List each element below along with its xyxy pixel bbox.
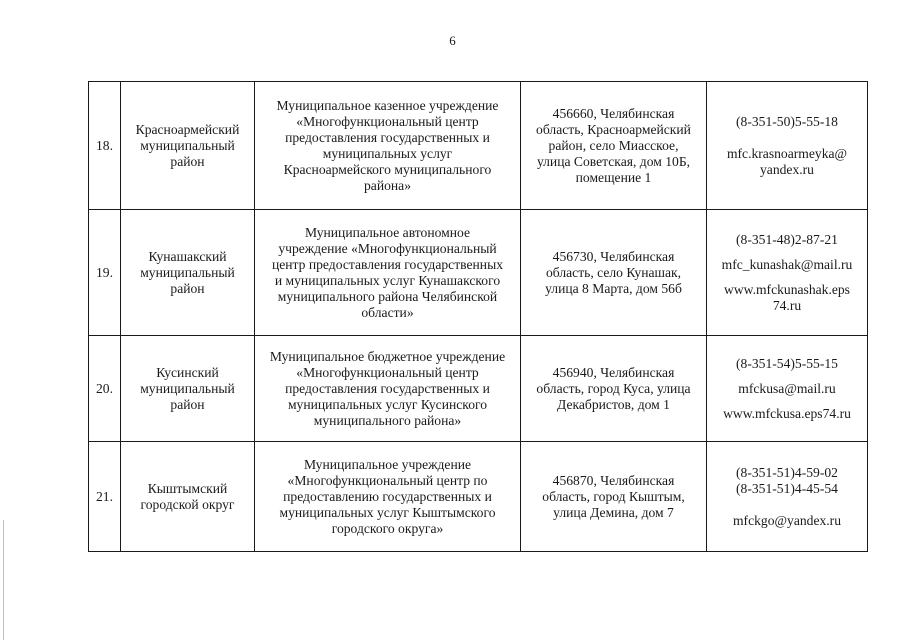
organization-line: учреждение «Многофункциональный [278,240,497,256]
website-address: www.mfckusa.eps74.ru [723,405,851,421]
address-line: помещение 1 [575,169,652,185]
organization-line: Муниципальное автономное [304,224,471,240]
organization-line: Муниципальное казенное учреждение [276,97,499,113]
address-line: улица Советская, дом 10Б, [536,153,691,169]
scan-edge-line [3,520,4,640]
address-line: область, город Кыштым, [542,488,685,504]
address-line: 456660, Челябинская [552,105,675,121]
district-line: Красноармейский [135,121,240,137]
organization-cell [255,210,521,336]
website-address: www.mfckunashak.eps [724,281,850,297]
table-row [89,210,868,336]
district-cell [121,210,255,336]
email-address: yandex.ru [760,161,814,177]
district-cell [121,82,255,210]
organization-line: «Многофункциональный центр [296,364,479,380]
organization-line: «Многофункциональный центр по [287,472,488,488]
organization-line: городского округа» [331,520,444,536]
organization-line: Муниципальное учреждение [303,456,472,472]
organization-line: «Многофункциональный центр [296,113,479,129]
address-line: Декабристов, дом 1 [557,396,670,412]
contacts-cell [707,210,868,336]
contacts-cell [707,336,868,442]
organization-cell [255,82,521,210]
organization-line: муниципальных услуг [322,145,453,161]
district-cell [121,442,255,552]
row-number: 21. [89,442,121,552]
organization-line: предоставления государственных и [285,380,490,396]
address-line: улица Демина, дом 7 [553,504,674,520]
organization-line: области» [361,304,414,320]
organization-line: муниципальных услуг Кусинского [287,396,488,412]
row-number: 20. [89,336,121,442]
email-address: mfc.krasnoarmeyka@ [726,145,848,161]
address-line: улица 8 Марта, дом 56б [545,280,682,296]
address-cell [521,442,707,552]
row-number: 18. [89,82,121,210]
email-address: mfc_kunashak@mail.ru [721,256,853,272]
address-cell [521,82,707,210]
website-address: 74.ru [772,297,802,313]
table-row [89,336,868,442]
phone-number: (8-351-48)2-87-21 [736,231,838,247]
address-cell [521,336,707,442]
email-address: mfckusa@mail.ru [738,380,836,396]
district-line: муниципальный [140,137,235,153]
table-row [89,442,868,552]
district-line: Кусинский [156,364,219,380]
mfc-table [88,81,868,552]
row-number: 19. [89,210,121,336]
organization-line: центр предоставления государственных [271,256,504,272]
district-line: район [170,280,205,296]
address-line: 456940, Челябинская [552,364,675,380]
address-cell [521,210,707,336]
organization-line: Красноармейского муниципального [283,161,492,177]
phone-number: (8-351-54)5-55-15 [736,355,838,371]
organization-line: предоставления государственных и [285,129,490,145]
organization-line: района» [363,177,411,193]
district-line: муниципальный [140,380,235,396]
table-row [89,82,868,210]
district-line: городской округ [140,496,235,512]
organization-line: муниципальных услуг Кыштымского [279,504,496,520]
phone-number: (8-351-51)4-45-54 [736,480,838,496]
organization-line: и муниципальных услуг Кунашакского [274,272,501,288]
organization-line: предоставлению государственных и [283,488,492,504]
organization-line: Муниципальное бюджетное учреждение [269,348,506,364]
organization-line: муниципального района Челябинской [277,288,498,304]
district-line: район [170,396,205,412]
organization-cell [255,442,521,552]
phone-number: (8-351-51)4-59-02 [736,464,838,480]
phone-number: (8-351-50)5-55-18 [736,113,838,129]
address-line: район, село Миасское, [548,137,679,153]
email-address: mfckgo@yandex.ru [732,512,842,528]
address-line: область, село Кунашак, [545,264,682,280]
district-line: Кунашакский [148,248,227,264]
organization-line: муниципального района» [313,412,462,428]
district-line: Кыштымский [147,480,228,496]
address-line: 456870, Челябинская [552,472,675,488]
address-line: 456730, Челябинская [552,248,675,264]
contacts-cell [707,82,868,210]
district-line: район [170,153,205,169]
district-cell [121,336,255,442]
address-line: область, город Куса, улица [536,380,691,396]
address-line: область, Красноармейский [536,121,691,137]
contacts-cell [707,442,868,552]
organization-cell [255,336,521,442]
page-number: 6 [449,33,456,48]
district-line: муниципальный [140,264,235,280]
